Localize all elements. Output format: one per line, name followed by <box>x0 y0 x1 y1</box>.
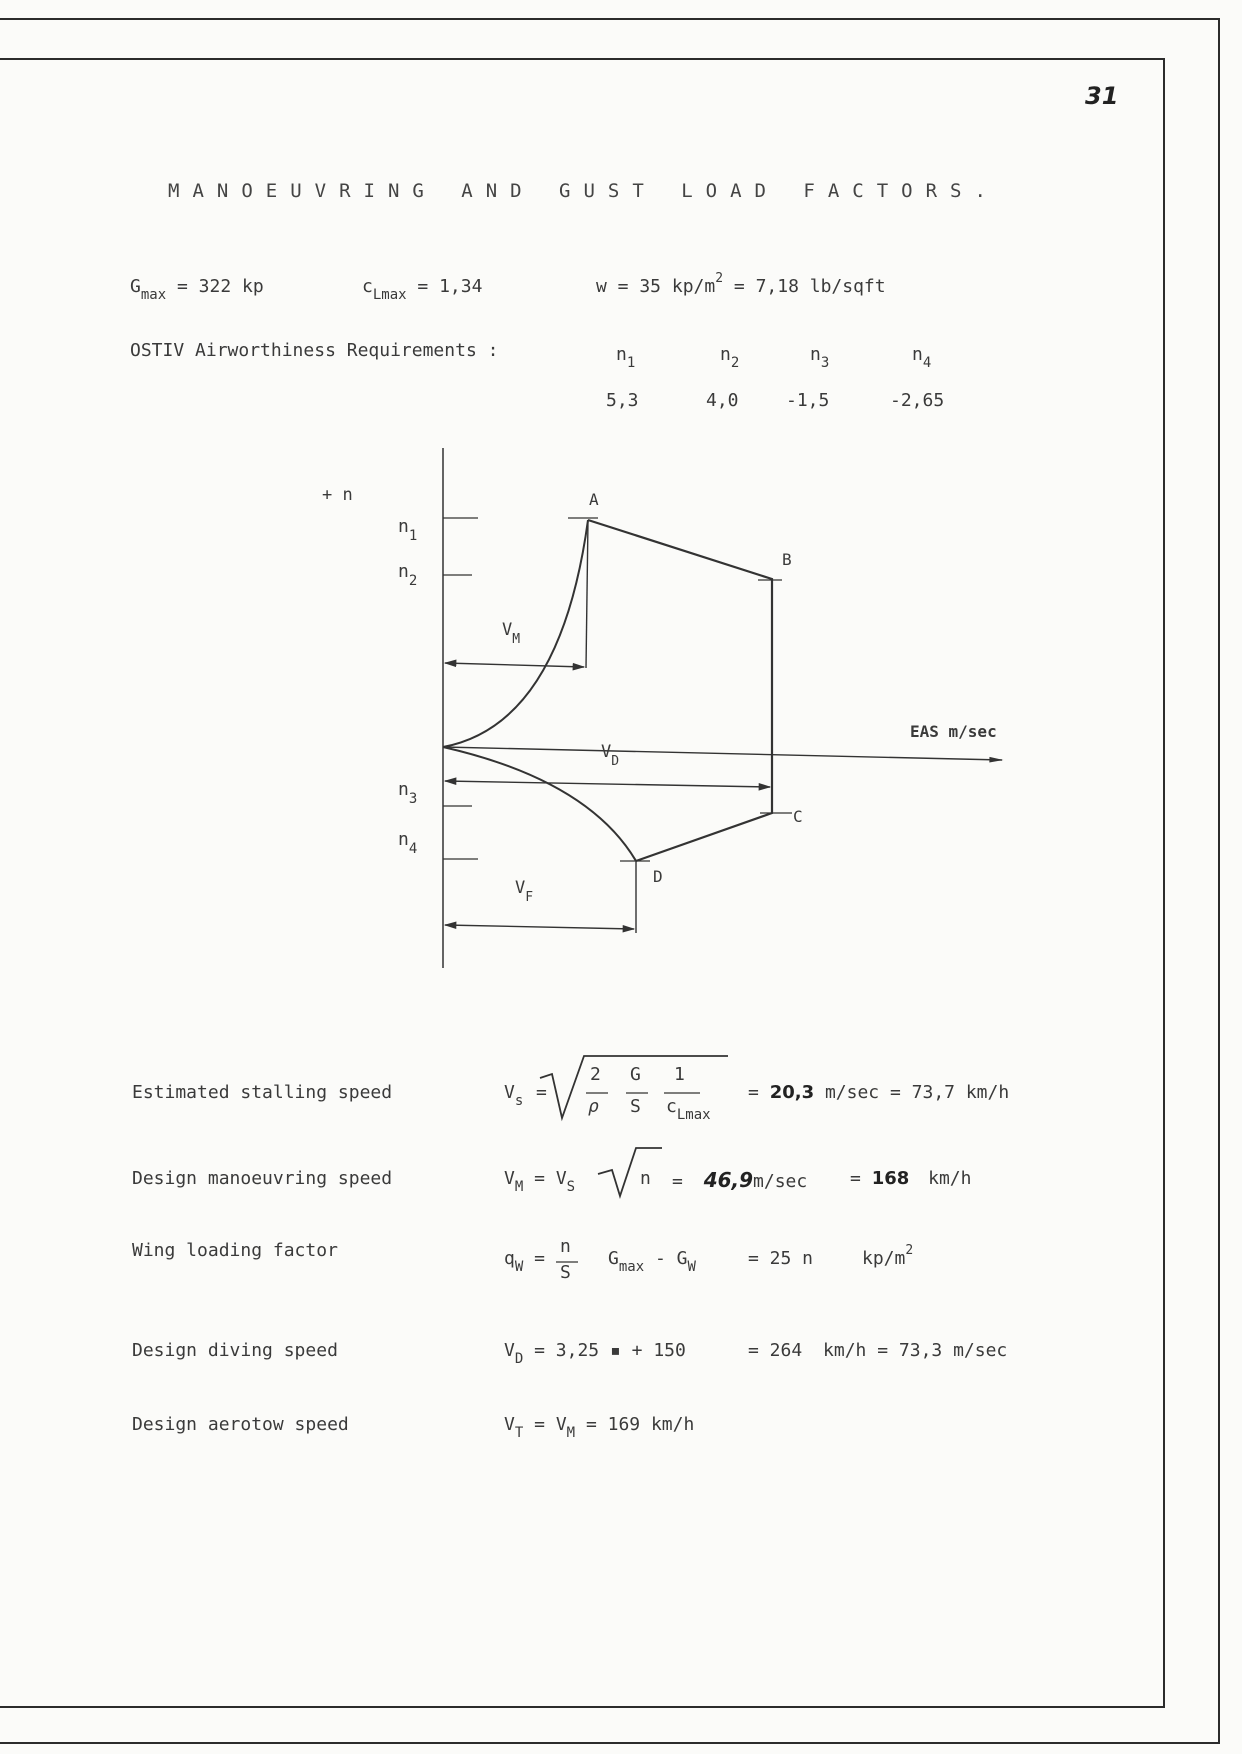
speed-label-vm: $V_M$ <box>502 620 521 647</box>
req-n4-symbol: $n_4$ <box>912 344 932 371</box>
point-a-label: A <box>589 490 599 509</box>
req-n1-symbol: $n_1$ <box>616 344 636 371</box>
requirements-label: OSTIV Airworthiness Requirements : <box>130 340 499 361</box>
speed-label-vf: $V_F$ <box>515 878 534 905</box>
req-n2-symbol: $n_2$ <box>720 344 740 371</box>
x-axis-label: EAS m/sec <box>910 722 997 741</box>
wing-label: Wing loading factor <box>132 1240 338 1261</box>
tick-label-n3: $n_3$ <box>398 779 418 807</box>
stall-frac3-num: 1 <box>674 1064 685 1085</box>
wing-lhs: $q_W$ = <box>504 1248 545 1275</box>
manoeuvre-lhs: $V_M = V_S$ <box>504 1168 576 1195</box>
aerotow-label: Design aerotow speed <box>132 1414 349 1435</box>
stall-frac1-num: 2 <box>590 1064 601 1085</box>
wing-rhs: $G_{max} - G_W$ <box>608 1248 696 1275</box>
vd-arrow <box>445 781 770 787</box>
stall-label: Estimated stalling speed <box>132 1082 393 1103</box>
point-d-label: D <box>653 867 663 886</box>
dive-label: Design diving speed <box>132 1340 338 1361</box>
stall-rho: ρ <box>588 1096 599 1117</box>
tick-label-n4: $n_4$ <box>398 829 418 857</box>
vm-drop-line <box>586 520 588 668</box>
tick-label-n2: $n_2$ <box>398 561 418 589</box>
stall-result: = 20,3 m/sec = 73,7 km/h <box>748 1082 1010 1103</box>
stall-curve-negative <box>443 747 636 861</box>
stall-eq: = <box>536 1082 547 1103</box>
page-title: MANOEUVRING AND GUST LOAD FACTORS. <box>168 180 999 202</box>
vf-arrow <box>445 925 634 929</box>
manoeuvre-label: Design manoeuvring speed <box>132 1168 393 1189</box>
vm-arrow <box>445 663 584 667</box>
gmax-param: $G_{max} = 322$ kp <box>130 276 264 303</box>
stall-lhs: $V_s$ <box>504 1082 524 1109</box>
req-n3-symbol: $n_3$ <box>810 344 830 371</box>
wing-unit: $kp/m^2$ <box>862 1243 914 1269</box>
page-number: 31 <box>1085 82 1119 110</box>
req-n1-value: 5,3 <box>606 390 639 411</box>
manoeuvre-radicand: n <box>640 1168 651 1189</box>
dive-formula: $V_D = 3,25$ ▪ + 150 <box>504 1340 686 1367</box>
point-b-label: B <box>782 550 792 569</box>
stall-frac3-den: $c_{Lmax}$ <box>666 1096 711 1123</box>
stall-frac2-den: S <box>630 1096 641 1117</box>
speed-label-vd: $V_D$ <box>601 742 620 769</box>
x-axis <box>443 747 1002 760</box>
req-n4-value: -2,65 <box>890 390 945 411</box>
req-n3-value: -1,5 <box>786 390 830 411</box>
manoeuvre-result: = 46,9m/sec <box>672 1168 808 1192</box>
wing-frac-num: n <box>560 1236 571 1257</box>
point-c-label: C <box>793 807 803 826</box>
envelope-polygon <box>588 520 772 861</box>
clmax-param: $c_{Lmax} = 1,34$ <box>362 276 483 303</box>
req-n2-value: 4,0 <box>706 390 739 411</box>
dive-result: = 264 km/h = 73,3 m/sec <box>748 1340 1008 1361</box>
aerotow-formula: $V_T = V_M = 169$ km/h <box>504 1414 695 1441</box>
stall-frac2-num: G <box>630 1064 641 1085</box>
tick-label-n1: $n_1$ <box>398 516 418 544</box>
wing-loading-param: w = 35 $kp/m^2 = 7,18$ lb/sqft <box>596 271 886 297</box>
wing-result: = 25 n <box>748 1248 814 1269</box>
y-axis-label: + n <box>322 485 353 505</box>
wing-frac-den: S <box>560 1262 571 1283</box>
manoeuvre-sqrt-sign <box>598 1148 662 1196</box>
manoeuvre-kmh: = 168 km/h <box>850 1168 972 1189</box>
